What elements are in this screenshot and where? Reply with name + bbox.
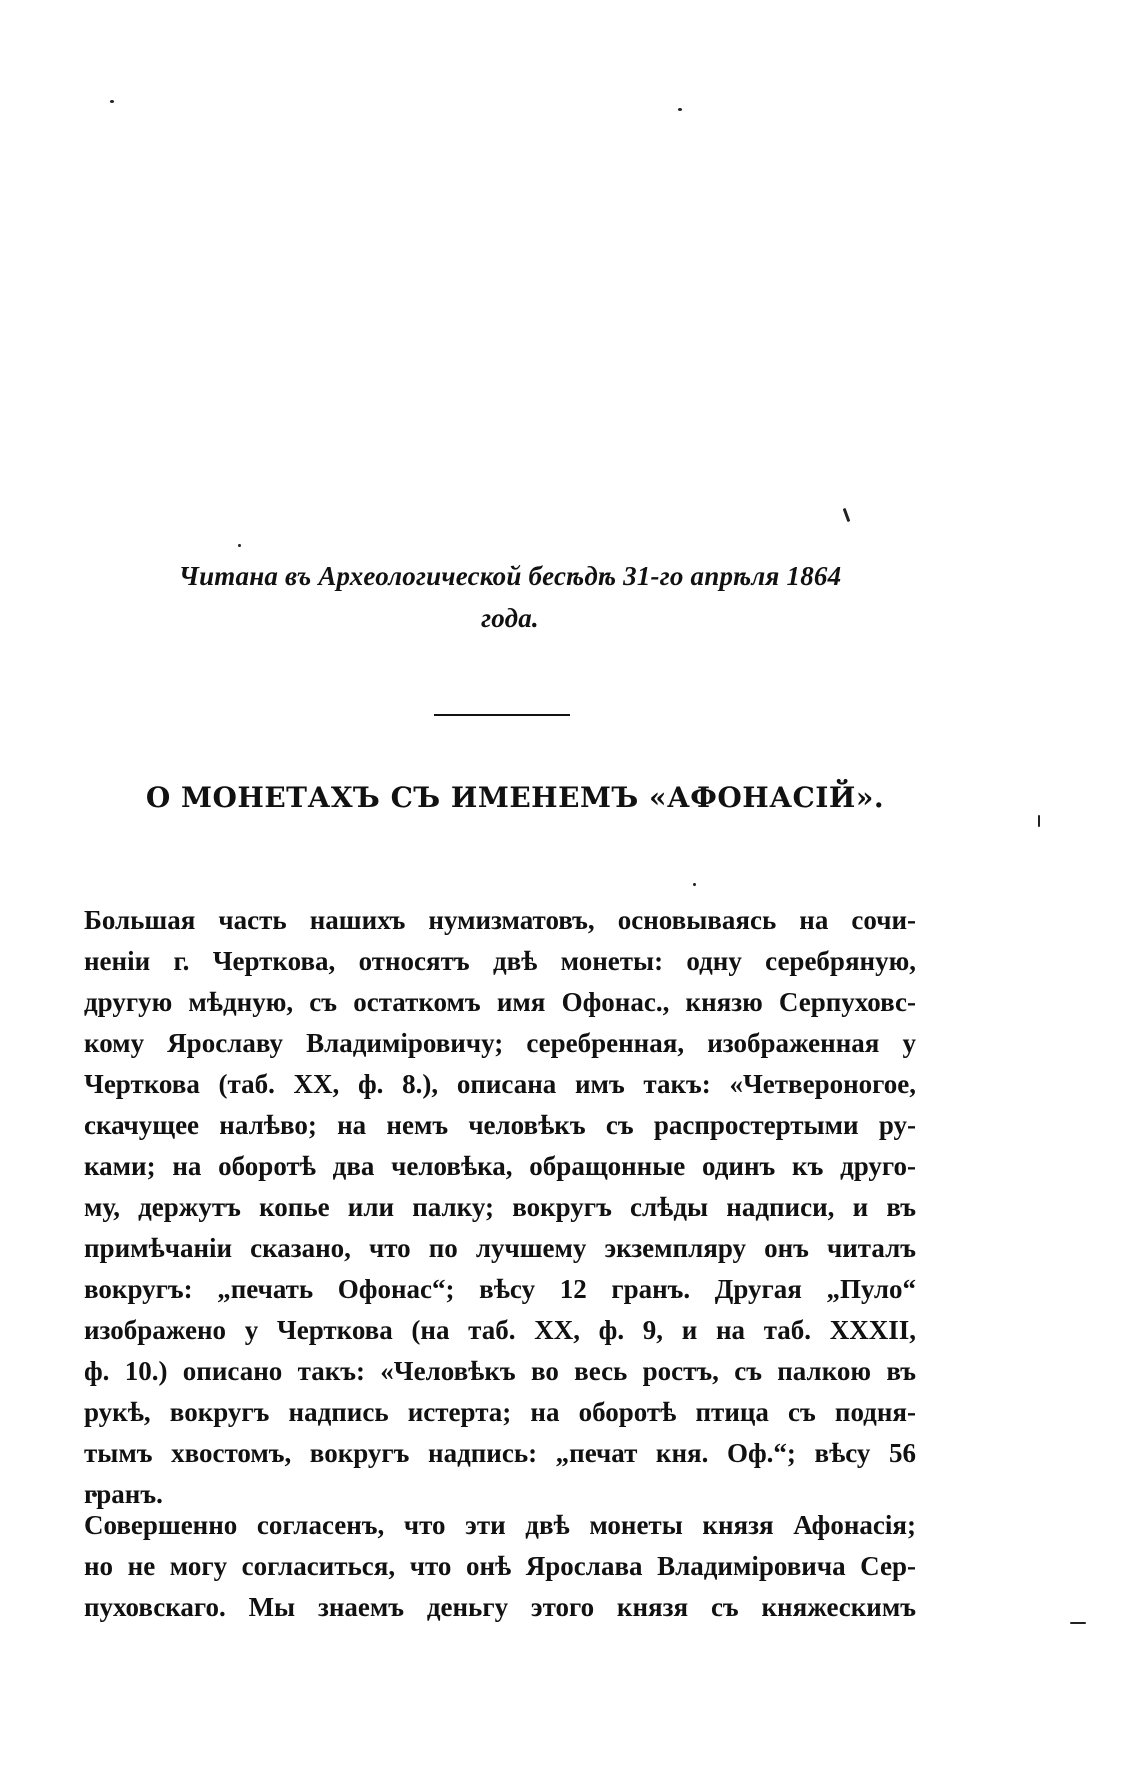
reading-note (120, 555, 900, 639)
text-line: скачущее налѣво; на немъ человѣкъ съ распростертыми ру- (84, 1110, 916, 1140)
reading-note-line-2: года. (481, 603, 539, 633)
text-line: ф. 10.) описано такъ: «Человѣкъ во весь ростъ, съ палкою въ (84, 1356, 916, 1386)
text-line: вокругъ: „печать Офонас“; вѣсу 12 гранъ. Другая „Пуло“ (84, 1274, 916, 1304)
scan-speck (110, 100, 114, 103)
text-line: изображено у Черткова (на таб. XX, ф. 9, и на таб. XXXII, (84, 1315, 916, 1345)
text-line: примѣчаніи сказано, что по лучшему экземпляру онъ читалъ (84, 1233, 916, 1263)
text-line: пуховскаго. Мы знаемъ деньгу этого князя съ княжескимъ (84, 1592, 916, 1622)
text-line: ками; на оборотѣ два человѣка, обращонные одинъ къ друго- (84, 1151, 916, 1181)
text-line: неніи г. Черткова, относятъ двѣ монеты: одну серебряную, (84, 946, 916, 976)
paragraph-1 (84, 900, 916, 1515)
text-line: кому Ярославу Владиміровичу; серебренная, изображенная у (84, 1028, 916, 1058)
text-line: Черткова (таб. XX, ф. 8.), описана имъ такъ: «Четвероногое, (84, 1069, 916, 1099)
text-line: му, держутъ копье или палку; вокругъ слѣды надписи, и въ (84, 1192, 916, 1222)
text-line: рукѣ, вокругъ надпись истерта; на оборотѣ птица съ подня- (84, 1397, 916, 1427)
text-line: тымъ хвостомъ, вокругъ надпись: „печат кня. Оф.“; вѣсу 56 (84, 1438, 916, 1468)
scan-speck (1070, 1622, 1086, 1624)
text-line: Совершенно согласенъ, что эти двѣ монеты князя Афонасія; (84, 1510, 916, 1540)
scan-speck (238, 544, 241, 547)
scan-speck (843, 508, 851, 522)
text-line: гранъ. (84, 1479, 163, 1509)
text-line: но не могу согласиться, что онѣ Ярослава Владиміровича Сер- (84, 1551, 916, 1581)
scan-speck (693, 883, 696, 886)
text-line: другую мѣдную, съ остаткомъ имя Офонас., князю Серпуховс- (84, 987, 916, 1017)
section-divider (434, 714, 570, 716)
article-title: О МОНЕТАХЪ СЪ ИМЕНЕМЪ «АФОНАСІЙ». (145, 781, 885, 814)
scan-speck (1038, 815, 1040, 827)
reading-note-line-1: Читана въ Археологической бесѣдѣ 31-го апрѣля 1864 (178, 561, 842, 591)
paragraph-2 (84, 1505, 916, 1628)
scan-speck (678, 108, 682, 111)
text-line: Большая часть нашихъ нумизматовъ, основываясь на сочи- (84, 905, 916, 935)
